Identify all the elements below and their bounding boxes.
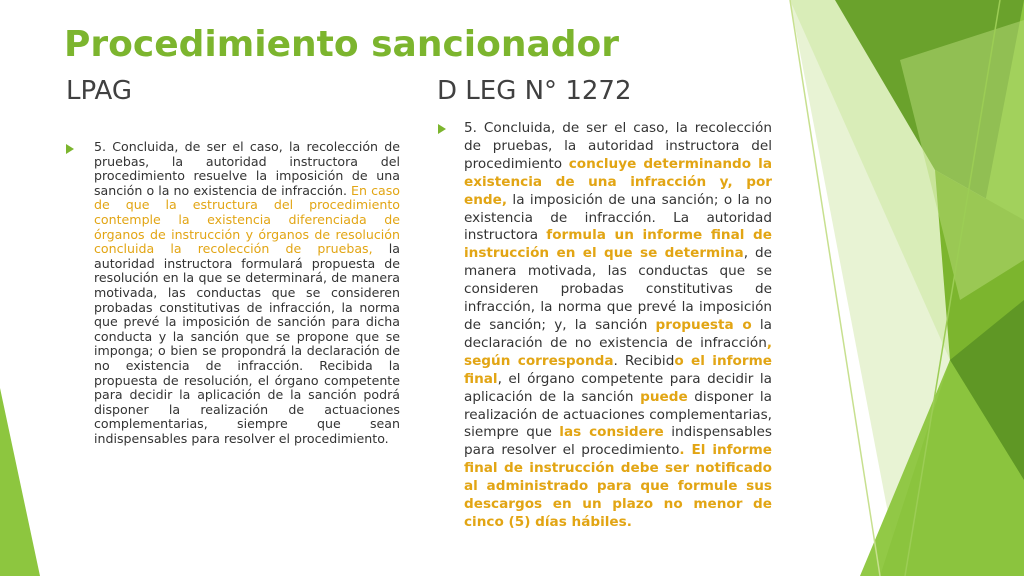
triangle-bullet-icon bbox=[438, 124, 446, 134]
left-edge-shape bbox=[0, 388, 40, 576]
text-segment: la declaración de no existencia de infracción bbox=[464, 316, 772, 351]
text-segment: , según corresponda bbox=[464, 334, 772, 369]
text-segment: En caso de que la estructura del procedimiento contemple la existencia diferenciada de órganos de instrucción y órganos de resolución concluida la recolección de pruebas, bbox=[94, 182, 400, 257]
text-segment: . El informe final de instrucción debe ser notificado al administrado para que formule sus descargos en un plazo no menor de cinco (5) días hábiles. bbox=[464, 442, 772, 530]
text-segment: puede bbox=[640, 388, 688, 405]
text-segment: la imposición de una sanción; o la no existencia de infracción. La autoridad instructora bbox=[464, 191, 772, 244]
text-segment: concluye determinando la existencia de una infracción y, por ende, bbox=[464, 155, 772, 208]
column-heading-lpag: LPAG bbox=[66, 76, 132, 106]
text-segment: 5. Concluida, de ser el caso, la recolección de pruebas, la autoridad instructora del procedimiento resuelve la imposición de una sanción o la no existencia de infracción. bbox=[94, 139, 400, 198]
text-segment: . Recibid bbox=[613, 352, 675, 369]
text-segment: la autoridad instructora formulará propuesta de resolución en la que se determinará, de manera motivada, las conductas que se consideren probadas constitutivas de infracción, la norma que prevé la imposición de sanción para dicha conducta y la sanción que se propone que se imponga; o bien se propondrá la declaración de no existencia de infracción. Recibida la propuesta de resolución, el órgano competente para decidir la aplicación de la sanción podrá disponer la realización de actuaciones complementarias, siempre que sean indispensables para resolver el procedimiento. bbox=[94, 241, 400, 446]
text-segment: las considere bbox=[559, 424, 664, 441]
text-segment: o el informe final bbox=[464, 352, 772, 387]
text-segment: formula un informe final de instrucción en el que se determina bbox=[464, 227, 773, 262]
slide-title: Procedimiento sancionador bbox=[64, 24, 620, 65]
lpag-paragraph bbox=[94, 140, 400, 446]
column-heading-dleg: D LEG N° 1272 bbox=[437, 76, 632, 106]
text-segment: , de manera motivada, las conductas que se consideren probadas constitutivas de infracción, la norma que prevé la imposición de sanción; y, la sanción bbox=[464, 245, 772, 333]
dleg-paragraph bbox=[464, 120, 772, 532]
text-segment: , el órgano competente para decidir la aplicación de la sanción bbox=[464, 370, 772, 405]
text-segment: indispensables para resolver el procedimiento bbox=[464, 424, 772, 459]
text-segment: 5. Concluida, de ser el caso, la recolección de pruebas, la autoridad instructora del procedimiento bbox=[464, 120, 772, 172]
text-segment: disponer la realización de actuaciones complementarias, siempre que bbox=[464, 388, 772, 441]
text-segment: propuesta o bbox=[655, 316, 752, 333]
triangle-bullet-icon bbox=[66, 144, 74, 154]
